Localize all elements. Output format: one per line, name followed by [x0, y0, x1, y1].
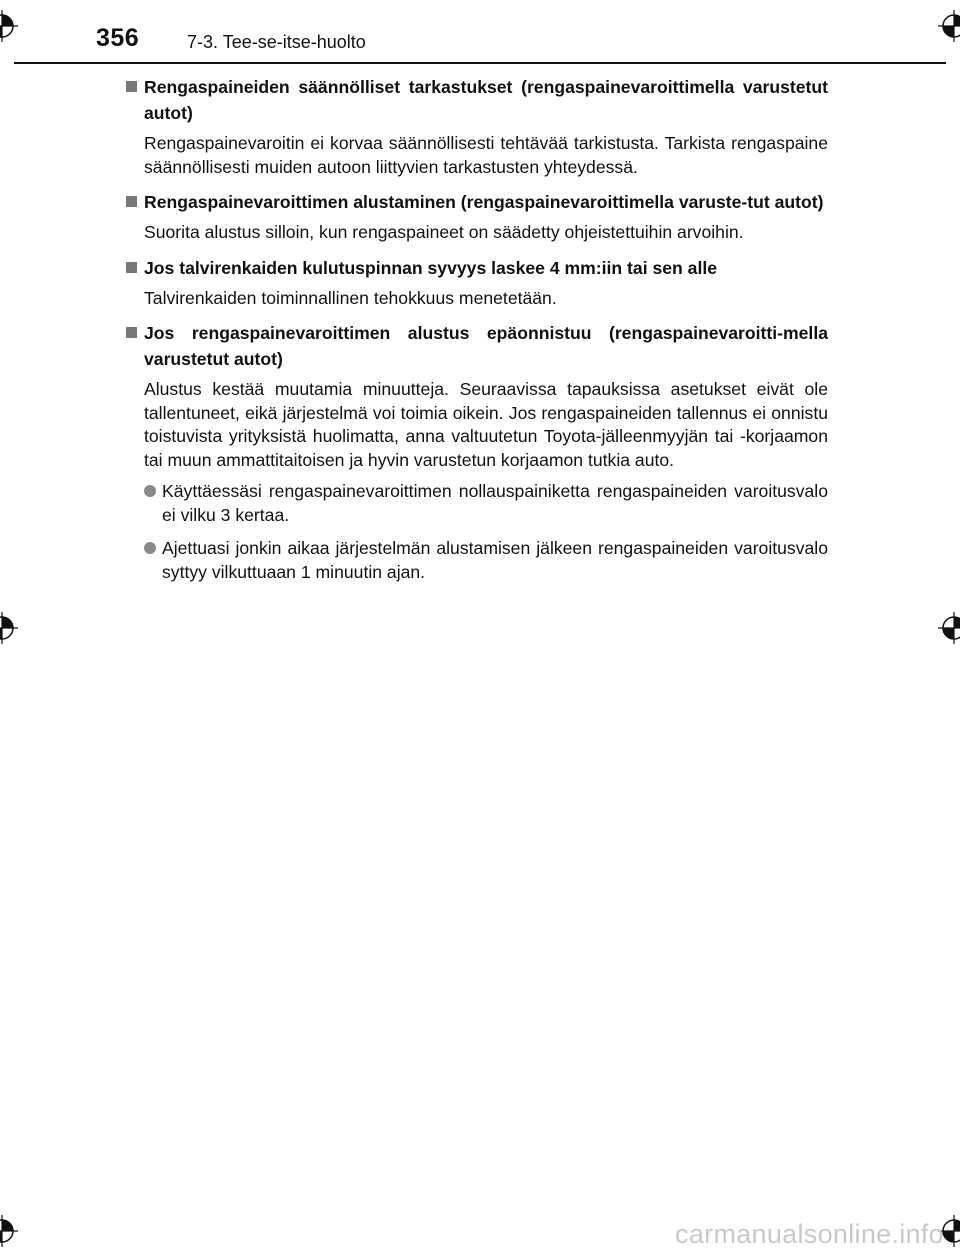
section-item	[126, 320, 828, 584]
watermark-text: carmanualsonline.info	[675, 1219, 944, 1249]
list-item-text: Käyttäessäsi rengaspainevaroittimen nollauspainiketta rengaspaineiden varoitusvalo ei vilku 3 kertaa.	[162, 481, 828, 525]
registration-mark-icon	[0, 10, 18, 42]
square-bullet-icon	[126, 327, 137, 338]
header-divider	[14, 62, 946, 64]
registration-mark-icon	[0, 1215, 18, 1247]
section-heading-text: Rengaspaineiden säännölliset tarkastukset (rengaspainevaroittimella varustetut autot)	[144, 77, 828, 123]
registration-mark-icon	[938, 612, 960, 644]
section-body: Suorita alustus silloin, kun rengaspaineet on säädetty ohjeistettuihin arvoihin.	[144, 222, 744, 242]
section-body: Alustus kestää muutamia minuutteja. Seuraavissa tapauksissa asetukset eivät ole tallentuneet, eikä järjestelmä voi toimia oikein. Jos rengaspaineiden tallennus ei onnistu toistuvista yrityksistä huolimatta, anna valtuutetun Toyota-jälleenmyyjän tai -korjaamon tai muun ammattitaitoisen ja hyvin varustetun korjaamon tutkia auto.	[144, 379, 828, 470]
page-header	[96, 24, 836, 64]
section-heading	[126, 189, 828, 215]
section-heading	[126, 74, 828, 126]
square-bullet-icon	[126, 196, 137, 207]
circle-bullet-icon	[144, 485, 156, 497]
page-number: 356	[96, 24, 140, 52]
registration-mark-icon	[938, 10, 960, 42]
circle-bullet-icon	[144, 542, 156, 554]
section-body: Rengaspainevaroitin ei korvaa säännöllisesti tehtävää tarkistusta. Tarkista rengaspaine säännöllisesti muiden autoon liittyvien tarkastusten yhteydessä.	[144, 133, 828, 177]
section-title: 7-3. Tee-se-itse-huolto	[187, 32, 366, 52]
square-bullet-icon	[126, 262, 137, 273]
section-heading-text: Jos rengaspainevaroittimen alustus epäonnistuu (rengaspainevaroitti-mella varustetut autot)	[144, 323, 828, 369]
section-heading-text: Rengaspainevaroittimen alustaminen (rengaspainevaroittimella varuste-tut autot)	[144, 192, 824, 212]
section-heading-text: Jos talvirenkaiden kulutuspinnan syvyys laskee 4 mm:iin tai sen alle	[144, 257, 718, 278]
square-bullet-icon	[126, 81, 137, 92]
list-item-text: Ajettuasi jonkin aikaa järjestelmän alustamisen jälkeen rengaspaineiden varoitusvalo syttyy vilkuttuaan 1 minuutin ajan.	[162, 538, 828, 582]
registration-mark-icon	[0, 612, 18, 644]
section-item	[126, 74, 828, 179]
list-item	[144, 537, 828, 584]
section-body: Talvirenkaiden toiminnallinen tehokkuus menetetään.	[144, 287, 557, 308]
bullet-list	[126, 480, 828, 584]
list-item	[144, 480, 828, 527]
section-heading	[126, 320, 828, 372]
section-item	[126, 255, 828, 311]
section-item	[126, 189, 828, 245]
section-heading	[126, 255, 828, 281]
page-content	[126, 74, 828, 594]
